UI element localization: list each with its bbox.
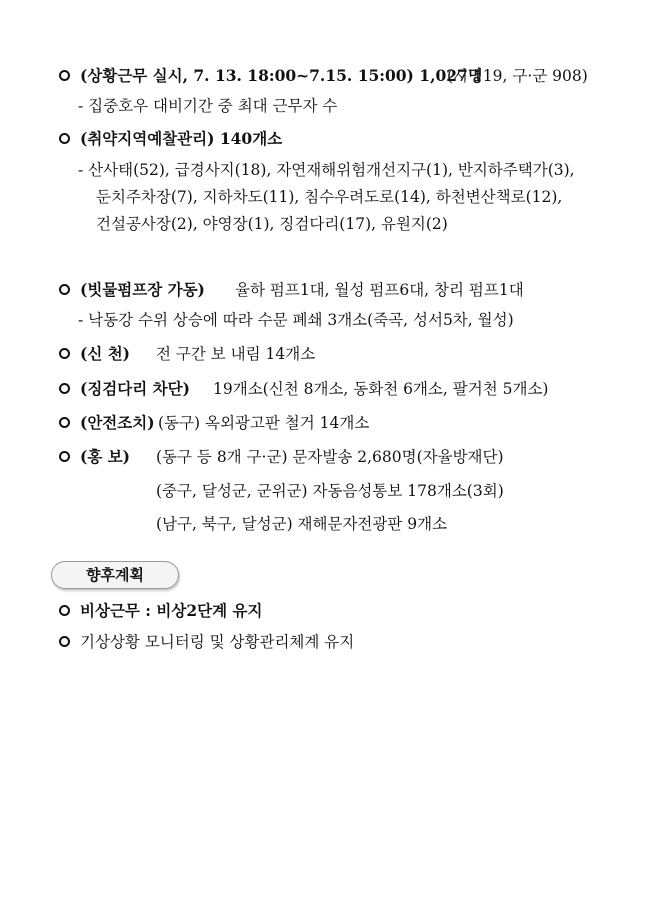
item-detail: (시 119, 구·군 908)	[447, 67, 588, 85]
item-detail: (동구 등 8개 구·군) 문자발송 2,680명(자율방재단)	[156, 448, 504, 466]
item-title: (홍 보)	[80, 447, 131, 466]
item-sub-text: (중구, 달성군, 군위군) 자동음성통보 178개소(3회)	[156, 482, 504, 500]
item-title: (신 천)	[80, 344, 131, 363]
item-sub-text: - 집중호우 대비기간 중 최대 근무자 수	[78, 97, 338, 115]
item-detail: 율하 펌프1대, 월성 펌프6대, 창리 펌프1대	[235, 281, 524, 299]
item-title: (징검다리 차단)	[80, 379, 190, 398]
item-sub-text: (남구, 북구, 달성군) 재해문자전광판 9개소	[156, 515, 448, 533]
circle-bullet-icon	[59, 348, 70, 359]
item-sub-text: 둔치주차장(7), 지하차도(11), 침수우려도로(14), 하천변산책로(12),	[96, 188, 563, 206]
item-title: (안전조치)	[80, 413, 155, 432]
section-title-badge: 향후계획	[51, 561, 179, 589]
circle-bullet-icon	[59, 605, 70, 616]
item-detail: 전 구간 보 내림 14개소	[156, 345, 316, 363]
item-detail: (동구) 옥외광고판 철거 14개소	[158, 414, 370, 432]
item-sub-text: - 낙동강 수위 상승에 따라 수문 폐쇄 3개소(죽곡, 성서5차, 월성)	[78, 311, 514, 329]
item-title: (상황근무 실시, 7. 13. 18:00~7.15. 15:00) 1,027명	[80, 66, 483, 85]
circle-bullet-icon	[59, 451, 70, 462]
plan-text: 비상근무 : 비상2단계 유지	[80, 601, 263, 620]
item-title: (빗물펌프장 가동)	[80, 280, 205, 299]
item-title: (취약지역예찰관리) 140개소	[80, 129, 283, 148]
circle-bullet-icon	[59, 383, 70, 394]
circle-bullet-icon	[59, 417, 70, 428]
circle-bullet-icon	[59, 70, 70, 81]
circle-bullet-icon	[59, 133, 70, 144]
plan-text: 기상상황 모니터링 및 상황관리체계 유지	[80, 633, 355, 651]
circle-bullet-icon	[59, 636, 70, 647]
item-sub-text: 건설공사장(2), 야영장(1), 징검다리(17), 유원지(2)	[96, 215, 448, 233]
circle-bullet-icon	[59, 284, 70, 295]
item-sub-text: - 산사태(52), 급경사지(18), 자연재해위험개선지구(1), 반지하주택가(3),	[78, 161, 575, 179]
item-detail: 19개소(신천 8개소, 동화천 6개소, 팔거천 5개소)	[213, 380, 549, 398]
